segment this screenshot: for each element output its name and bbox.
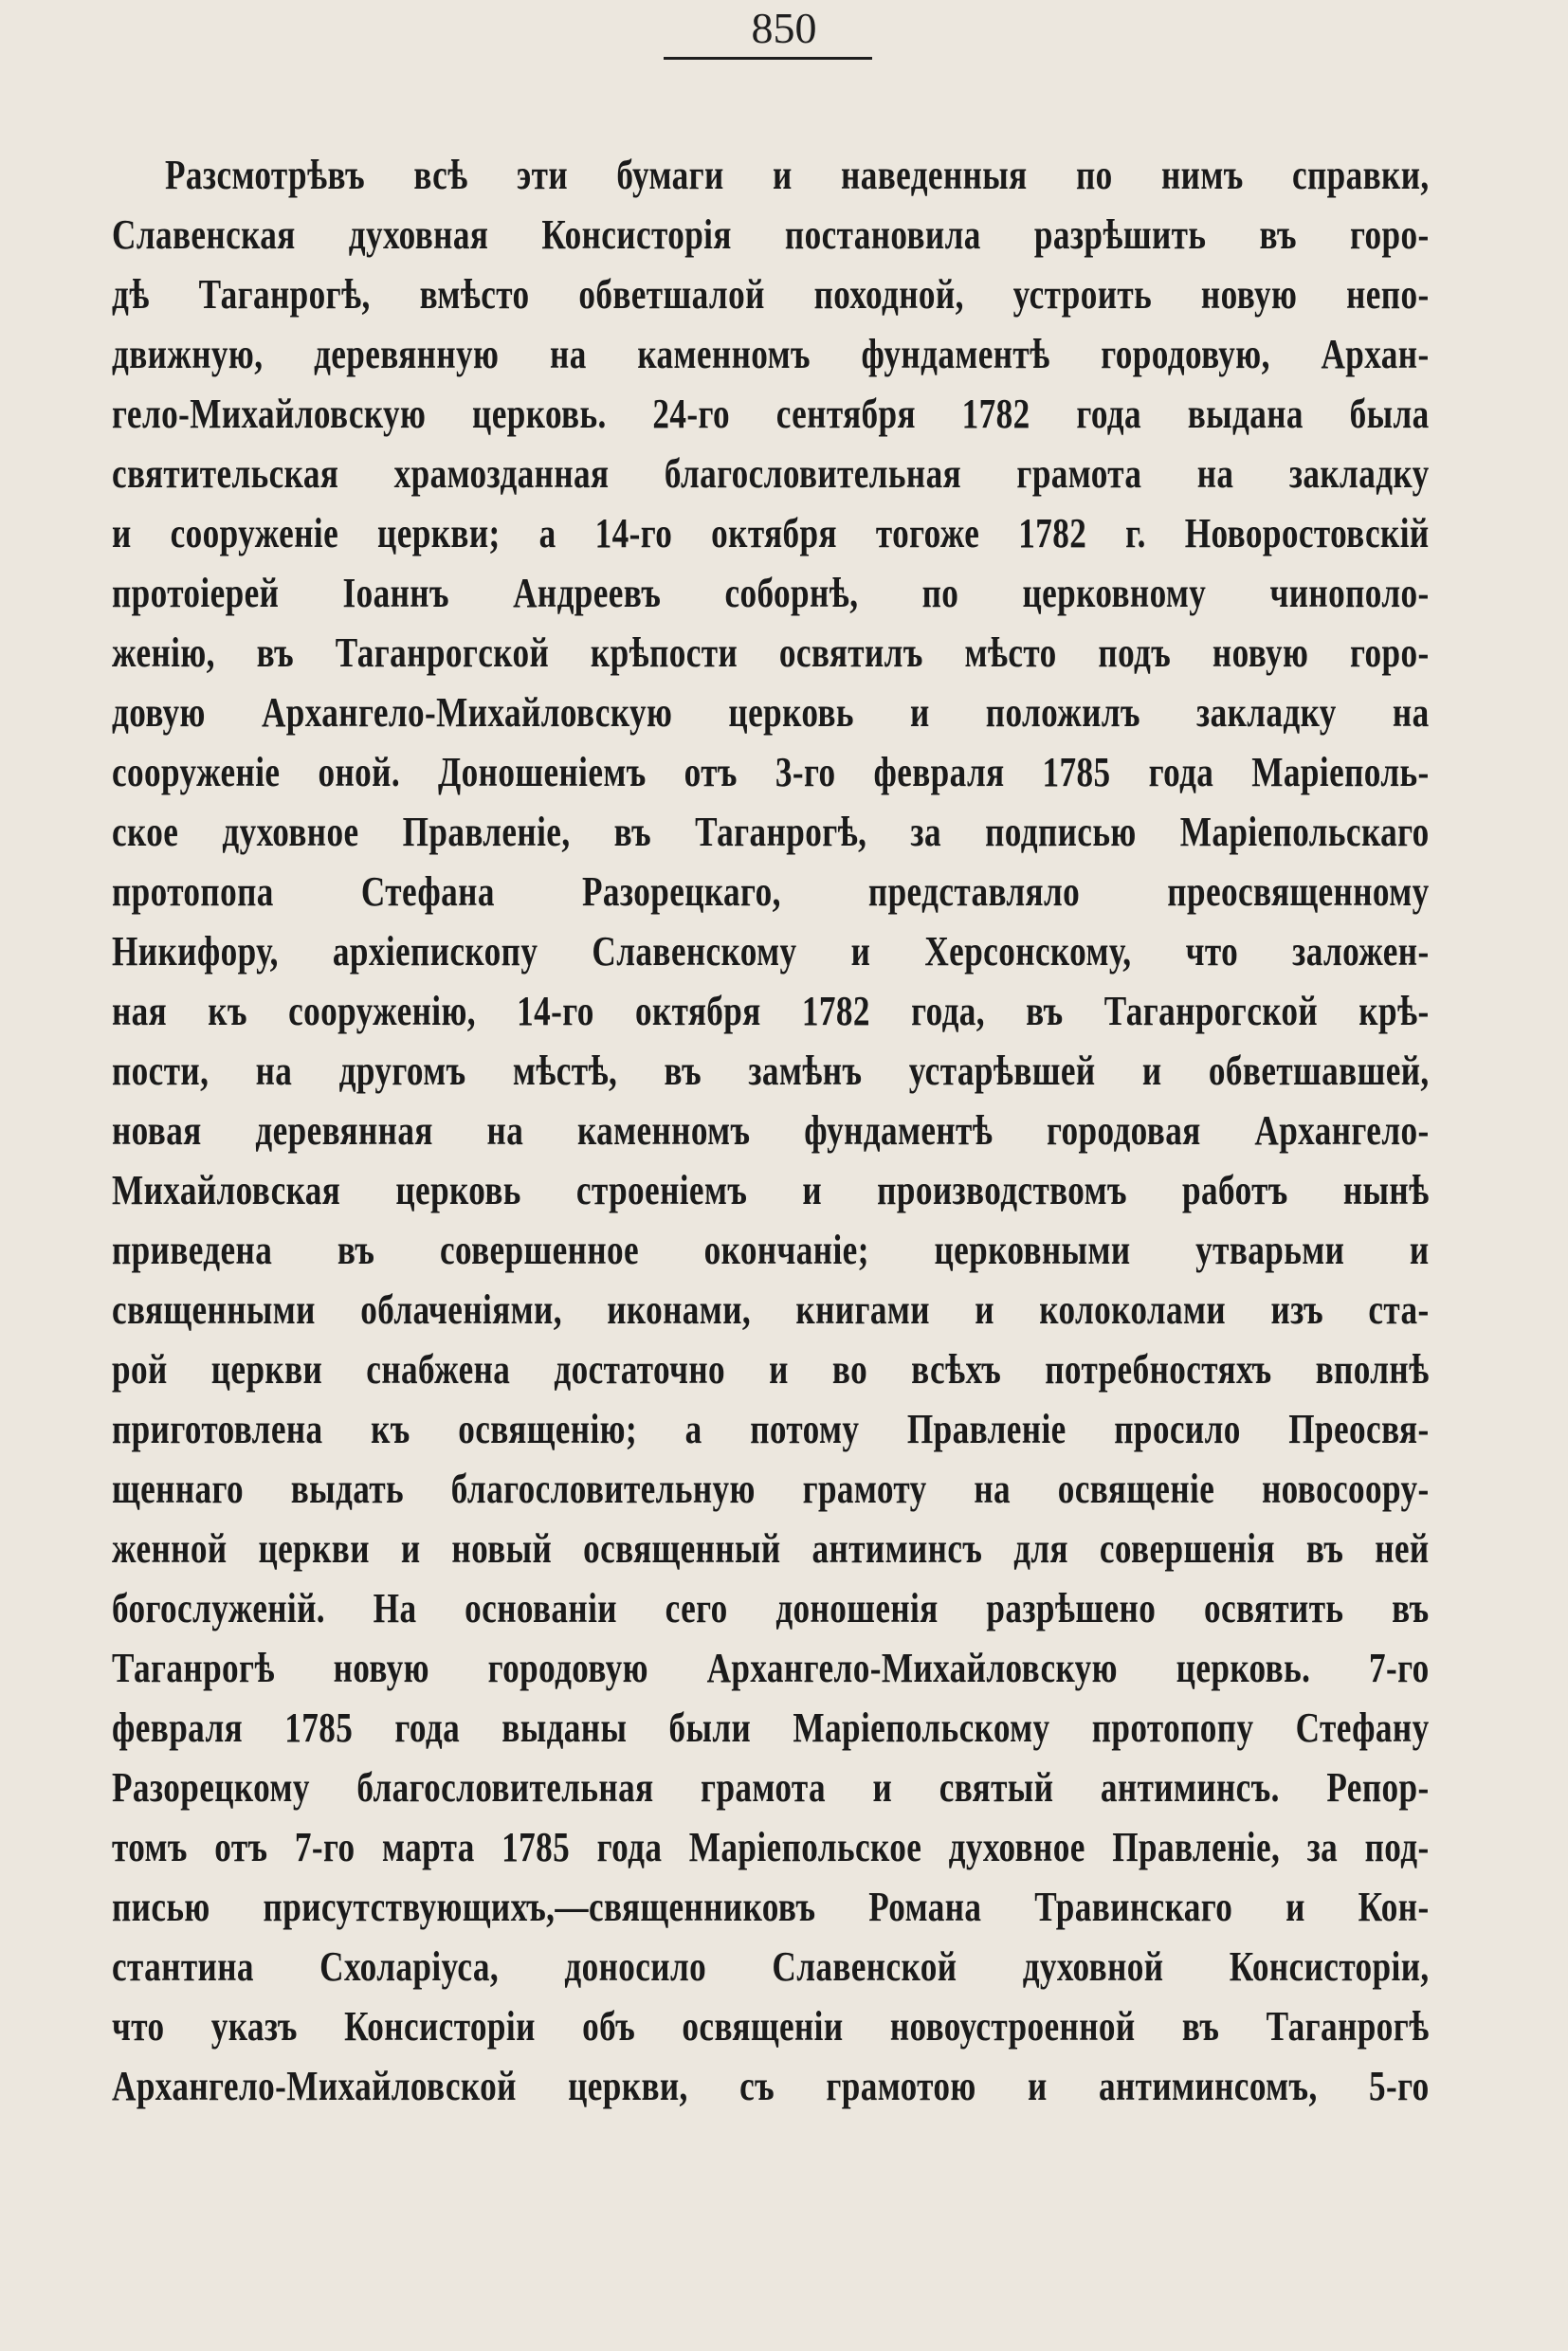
text-line: февраля 1785 года выданы были Маріепольскому протопопу Стефану [112,1704,1430,1751]
text-line: Архангело-Михайловской церкви, съ грамотою и антиминсомъ, 5-го [112,2063,1430,2109]
text-line: святительская храмозданная благословительная грамота на закладку [112,450,1430,497]
text-line: Таганрогѣ новую городовую Архангело-Михайловскую церковь. 7-го [112,1645,1430,1691]
text-line: Никифору, архіепископу Славенскому и Херсонскому, что заложен- [112,928,1430,975]
text-line: Разсмотрѣвъ всѣ эти бумаги и наведенныя по нимъ справки, [165,152,1430,198]
text-line: что указъ Консисторіи объ освященіи новоустроенной въ Таганрогѣ [112,2003,1430,2050]
text-line: и сооруженіе церкви; а 14-го октября тогоже 1782 г. Новоростовскій [112,510,1430,556]
text-line: протопопа Стефана Разорецкаго, представляло преосвященному [112,868,1430,915]
text-line: дѣ Таганрогѣ, вмѣсто обветшалой походной, устроить новую непо- [112,271,1430,318]
text-line: ское духовное Правленіе, въ Таганрогѣ, за подписью Маріепольскаго [112,809,1430,855]
header-rule [664,57,872,60]
text-line: рой церкви снабжена достаточно и во всѣхъ потребностяхъ вполнѣ [112,1346,1430,1393]
text-line: Разорецкому благословительная грамота и святый антиминсъ. Репор- [112,1764,1430,1811]
text-line: приготовлена къ освященію; а потому Правленіе просило Преосвя- [112,1406,1430,1452]
text-line: сооруженіе оной. Доношеніемъ отъ 3-го февраля 1785 года Маріеполь- [112,749,1430,795]
text-line: пости, на другомъ мѣстѣ, въ замѣнъ устарѣвшей и обветшавшей, [112,1048,1430,1094]
text-line: богослуженій. На основаніи сего доношенія разрѣшено освятить въ [112,1585,1430,1631]
text-line: довую Архангело-Михайловскую церковь и положилъ закладку на [112,689,1430,736]
text-line: стантина Схоларіуса, доносило Славенской духовной Консисторіи, [112,1943,1430,1990]
text-line: Михайловская церковь строеніемъ и производствомъ работъ нынѣ [112,1167,1430,1213]
text-line: томъ отъ 7-го марта 1785 года Маріепольское духовное Правленіе, за под- [112,1824,1430,1870]
body-text [112,145,1430,2116]
text-line: женію, въ Таганрогской крѣпости освятилъ мѣсто подъ новую горо- [112,629,1430,676]
text-line: Славенская духовная Консисторія постановила разрѣшить въ горо- [112,211,1430,258]
text-line: женной церкви и новый освященный антиминсъ для совершенія въ ней [112,1525,1430,1572]
text-line: новая деревянная на каменномъ фундаментѣ городовая Архангело- [112,1107,1430,1154]
text-line: гело-Михайловскую церковь. 24-го сентября 1782 года выдана была [112,391,1430,437]
text-line: приведена въ совершенное окончаніе; церковными утварьми и [112,1227,1430,1273]
text-line: ная къ сооруженію, 14-го октября 1782 года, въ Таганрогской крѣ- [112,988,1430,1034]
text-line: движную, деревянную на каменномъ фундаментѣ городовую, Архан- [112,331,1430,377]
text-line: священными облаченіями, иконами, книгами и колоколами изъ ста- [112,1286,1430,1333]
page-number: 850 [751,4,817,52]
text-line: щеннаго выдать благословительную грамоту на освященіе новосоору- [112,1466,1430,1512]
text-line: протоіерей Іоаннъ Андреевъ соборнѣ, по церковному чинополо- [112,570,1430,616]
text-line: писью присутствующихъ,—священниковъ Романа Травинскаго и Кон- [112,1884,1430,1930]
